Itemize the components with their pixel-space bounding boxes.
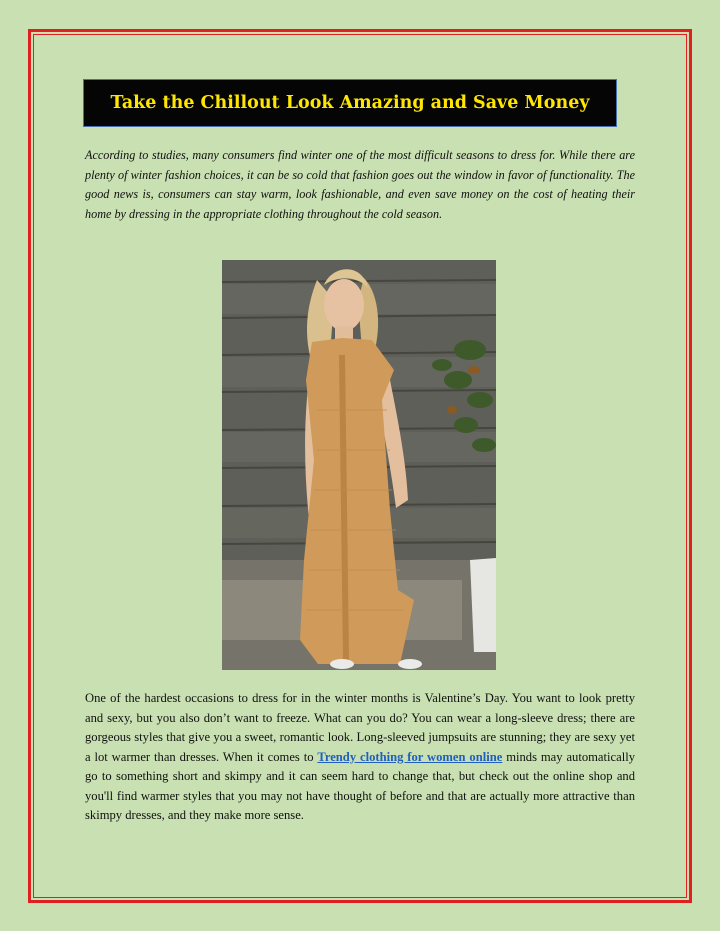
title-banner — [83, 79, 617, 127]
body-text-before-link: One of the hardest occasions to dress for in the winter months is Valentine’s Day. You want to look pretty and sexy, but you also don’t want to freeze. What can you do? You can wear a long-sleeve dress; there are gorgeous styles that give you a sweet, romantic look. Long-sleeved jumpsuits are stunning; they are sexy yet a lot warmer than dresses. When it comes to — [85, 691, 635, 764]
trendy-clothing-link[interactable]: Trendy clothing for women online — [317, 749, 503, 764]
page-title: Take the Chillout Look Amazing and Save Money — [110, 93, 590, 113]
body-text-after-link: minds may automatically go to something short and skimpy and it can seem hard to change that, but check out the online shop and you'll find warmer styles that you may not have thought of before and that are actually more attractive than skimpy dresses, and they make more sense. — [85, 749, 635, 822]
intro-paragraph: According to studies, many consumers find winter one of the most difficult seasons to dress for. While there are plenty of winter fashion choices, it can be so cold that fashion goes out the window in favor of functionality. The good news is, consumers can stay warm, look fashionable, and even save money on the cost of heating their home by dressing in the appropriate clothing throughout the cold season. — [85, 148, 635, 221]
photo-illustration — [222, 260, 496, 670]
woman-in-knit-dress-photo — [222, 260, 496, 670]
body-paragraph — [85, 689, 635, 826]
